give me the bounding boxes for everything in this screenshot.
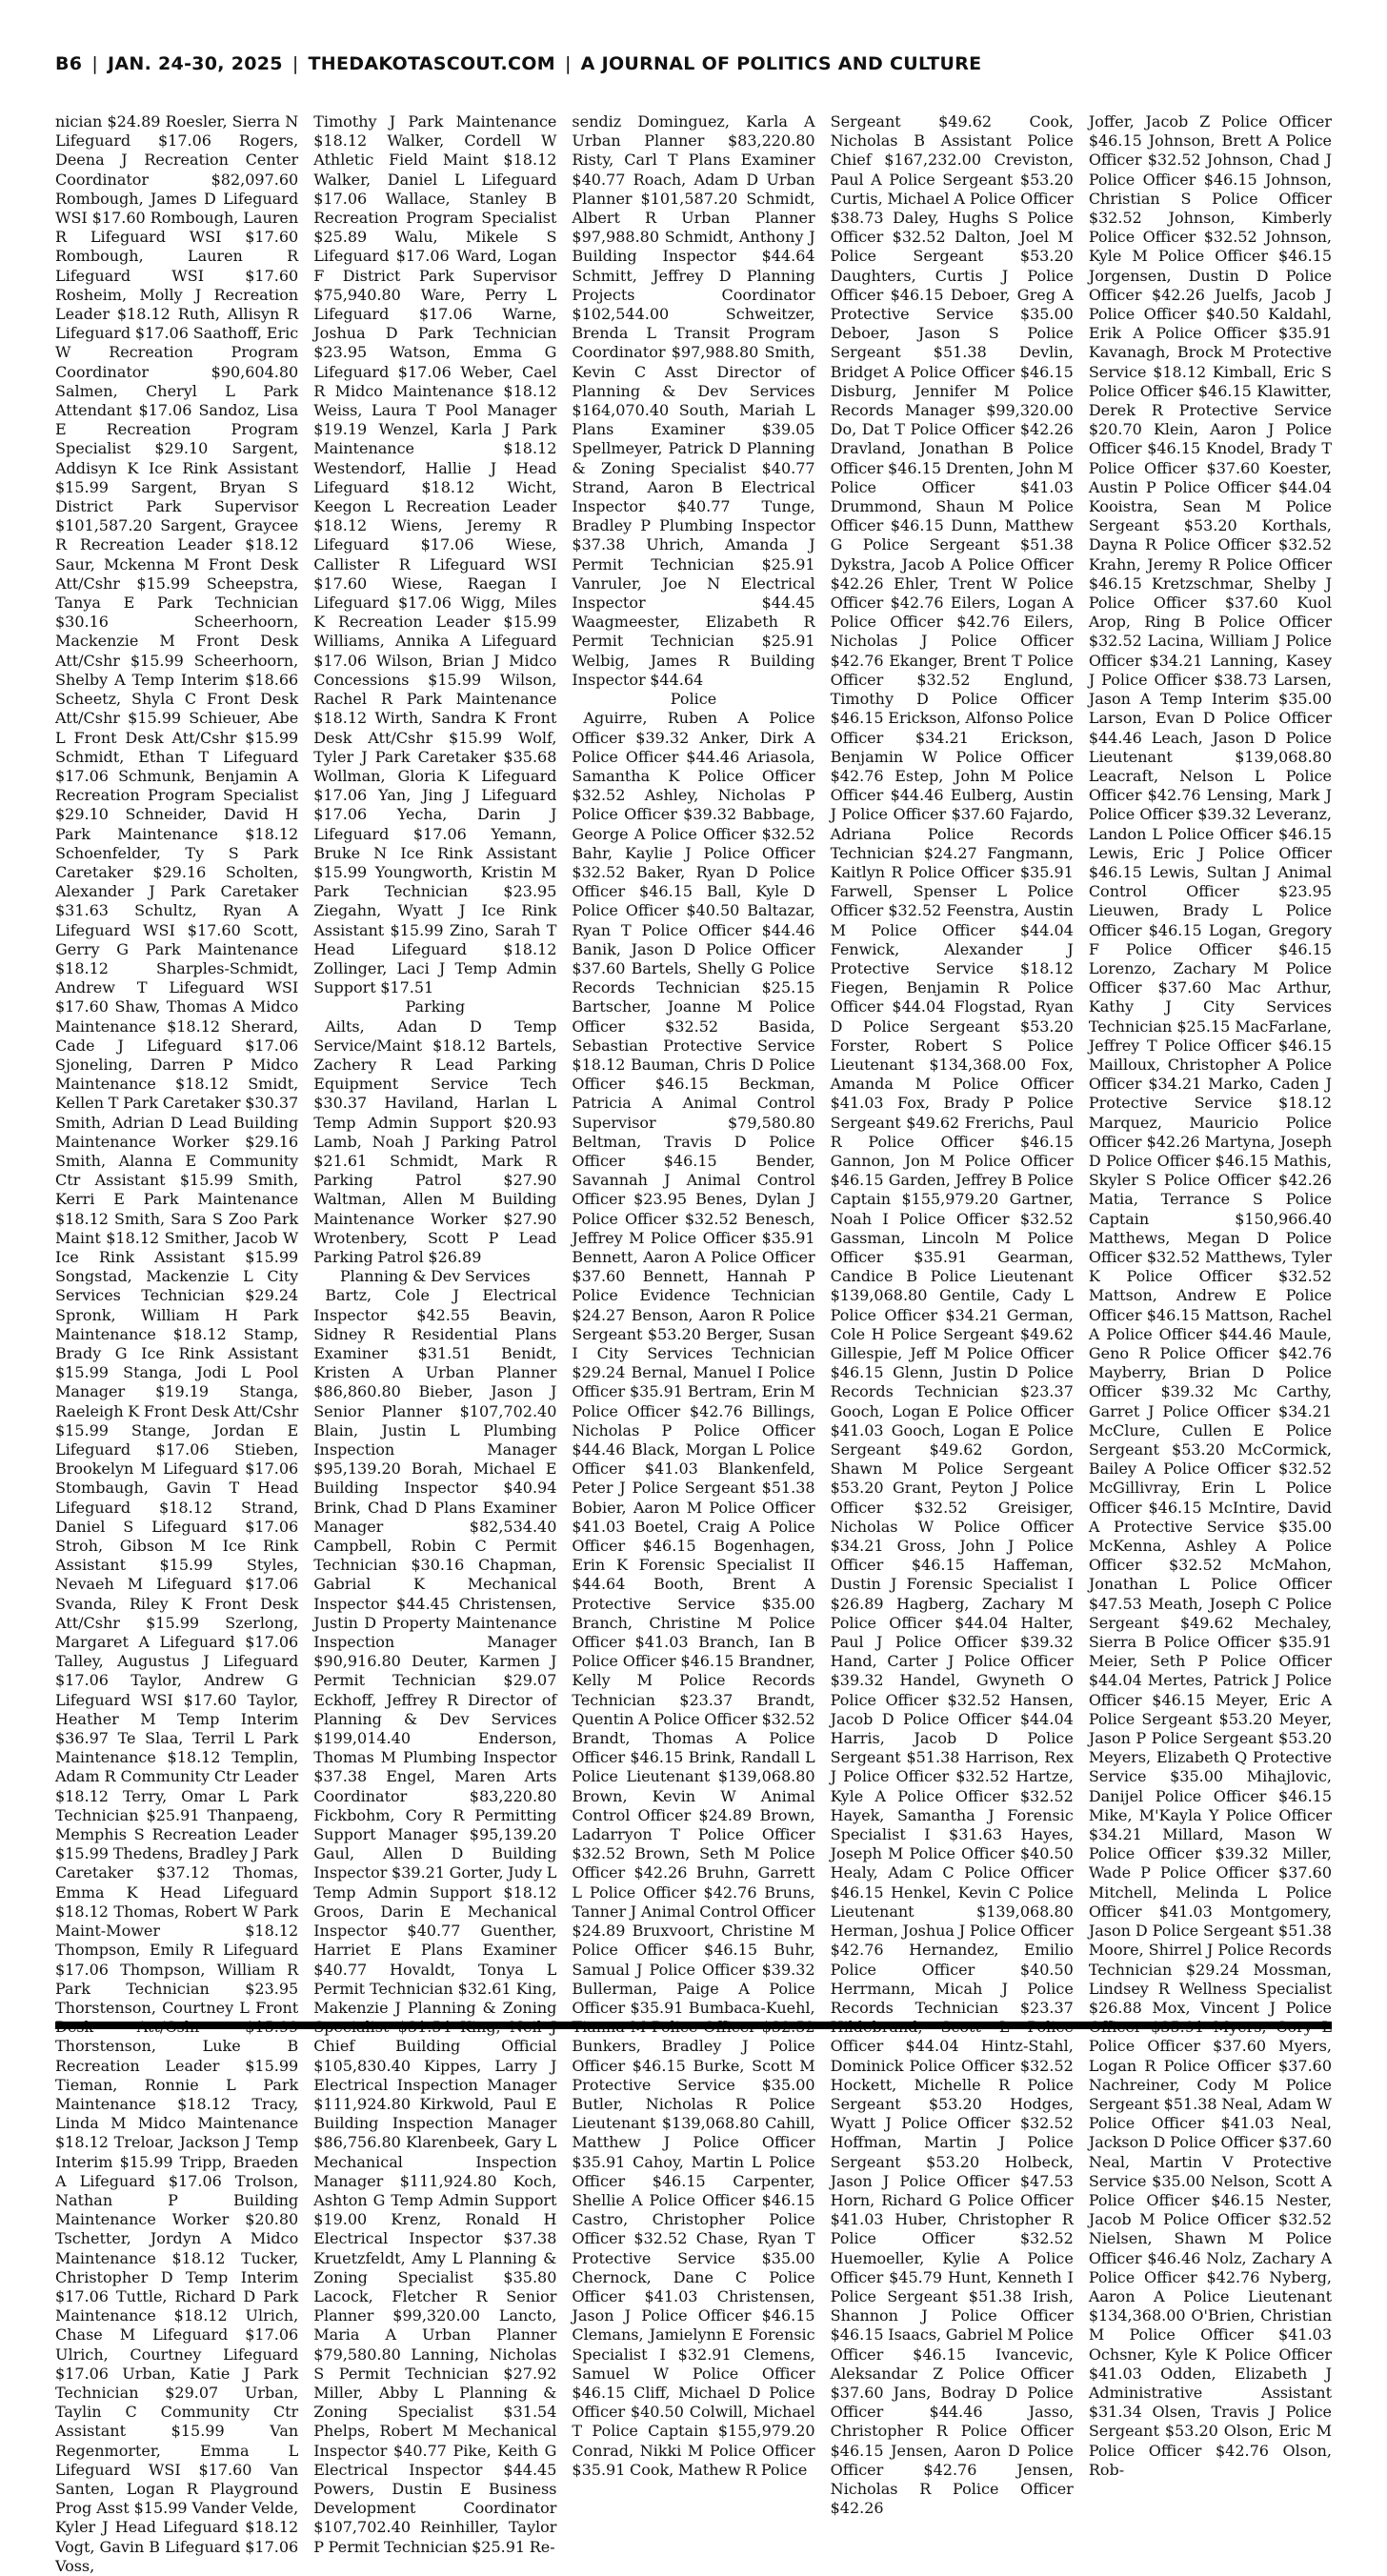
text-column-5	[1088, 112, 1333, 2479]
salary-listing-text: Ailts, Adan D Temp Service/Maint $18.12 Bartels, Zachery R Lead Parking Equipment Service Tech $30.37 Haviland, Harlan L Temp Admin Support $20.93 Lamb, Noah J Parking Patrol $21.61 Schmidt, Mark R Parking Patrol $27.90 Waltman, Allen M Building Maintenance Worker $27.90 Wrotenbery, Scott P Lead Parking Patrol $26.89	[313, 1016, 557, 1266]
salary-listing-text: sendiz Dominguez, Karla A Urban Planner $83,220.80 Risty, Carl T Plans Examiner $40.77 Roach, Adam D Urban Planner $101,587.20 Schmidt, Albert R Urban Planner $97,988.80 Schmidt, Anthony J Building Inspector $44.64 Schmitt, Jeffrey D Planning Projects Coordinator $102,544.00 Schweitzer, Brenda L Transit Program Coordinator $97,988.80 Smith, Kevin C Asst Director of Planning & Dev Services $164,070.40 South, Mariah L Plans Examiner $39.05 Spellmeyer, Patrick D Planning & Zoning Specialist $40.77 Strand, Aaron B Electrical Inspector $40.77 Tunge, Bradley P Plumbing Inspector $37.38 Uhrich, Amanda J Permit Technician $25.91 Vanruler, Joe N Electrical Inspector $44.45 Waagmeester, Elizabeth R Permit Technician $25.91 Welbig, James R Building Inspector $44.64	[572, 112, 815, 689]
header-separator: |	[91, 53, 99, 74]
text-column-1	[55, 112, 299, 2575]
section-heading: Police	[670, 690, 717, 709]
header-separator: |	[291, 53, 299, 74]
salary-listing-text: Joffer, Jacob Z Police Officer $46.15 Johnson, Brett A Police Officer $32.52 Johnson, Chad J Police Officer $46.15 Johnson, Christian S Police Officer $32.52 Johnson, Kimberly Police Officer $32.52 Johnson, Kyle M Police Officer $46.15 Jorgensen, Dustin D Police Officer $42.26 Juelfs, Jacob J Police Officer $40.50 Kaldahl, Erik A Police Officer $35.91 Kavanagh, Brock M Protective Service $18.12 Kimball, Eric S Police Officer $46.15 Klawitter, Derek R Protective Service $20.70 Klein, Aaron J Police Officer $46.15 Knodel, Brady T Police Officer $37.60 Koester, Austin P Police Officer $44.04 Kooistra, Sean M Police Sergeant $53.20 Korthals, Dayna R Police Officer $32.52 Krahn, Jeremy R Police Officer $46.15 Kretzschmar, Shelby J Police Officer $37.60 Kuol Arop, Ring B Police Officer $32.52 Lacina, William J Police Officer $34.21 Lanning, Kasey J Police Officer $38.73 Larsen, Jason A Temp Interim $35.00 Larson, Evan D Police Officer $44.46 Leach, Jason D Police Lieutenant $139,068.80 Leacraft, Nelson L Police Officer $42.76 Lensing, Mark J Police Officer $39.32 Leveranz, Landon L Police Officer $46.15 Lewis, Eric J Police Officer $46.15 Lewis, Sultan J Animal Control Officer $23.95 Lieuwen, Brady L Police Officer $46.15 Logan, Gregory F Police Officer $46.15 Lorenzo, Zachary M Police Officer $37.60 Mac Arthur, Kathy J City Services Technician $25.15 MacFarlane, Jeffrey T Police Officer $46.15 Mailloux, Christopher A Police Officer $34.21 Marko, Caden J Protective Service $18.12 Marquez, Mauricio Police Officer $42.26 Martyna, Joseph D Police Officer $46.15 Mathis, Skyler S Police Officer $42.26 Matia, Terrance S Police Captain $150,966.40 Matthews, Megan D Police Officer $32.52 Matthews, Tyler K Police Officer $32.52 Mattson, Andrew E Police Officer $46.15 Mattson, Rachel A Police Officer $44.46 Maule, Geno R Police Officer $42.76 Mayberry, Brian D Police Officer $39.32 Mc Carthy, Garret J Police Officer $34.21 McClure, Cullen E Police Sergeant $53.20 McCormick, Bailey A Police Officer $32.52 McGillivray, Erin L Police Officer $46.15 McIntire, David A Protective Service $35.00 McKenna, Ashley A Police Officer $32.52 McMahon, Jonathan L Police Officer $47.53 Meath, Joseph C Police Sergeant $49.62 Mechaley, Sierra B Police Officer $35.91 Meier, Seth P Police Officer $44.04 Mertes, Patrick J Police Officer $46.15 Meyer, Eric A Police Sergeant $53.20 Meyer, Jason P Police Sergeant $53.20 Meyers, Elizabeth Q Protective Service $35.00 Mihajlovic, Danijel Police Officer $46.15 Mike, M'Kayla Y Police Officer $34.21 Millard, Mason W Police Officer $39.32 Miller, Wade P Police Officer $37.60 Mitchell, Melinda L Police Officer $41.03 Montgomery, Jason D Police Sergeant $51.38 Moore, Shirrel J Police Records Technician $29.24 Mossman, Lindsey R Wellness Specialist $26.88 Mox, Vincent J Police Police Officer $37.60 Myers, Logan R Police Officer $37.60 Nachreiner, Cody M Police Sergeant $51.38 Neal, Adam W Police Officer $41.03 Neal, Jackson D Police Officer $37.60 Neal, Martin V Protective Service $35.00 Nelson, Scott A Police Officer $46.15 Nester, Jacob M Police Officer $32.52 Nielsen, Shawn M Police Officer $46.46 Nolz, Zachary A Police Officer $42.76 Nyberg, Aaron A Police Lieutenant $134,368.00 O'Brien, Christian M Police Officer $41.03 Ochsner, Kyle K Police Officer $41.03 Odden, Elizabeth J Administrative Assistant $31.34 Olsen, Travis J Police Sergeant $53.20 Olson, Eric M Police Officer $42.76 Olson, Rob-	[1088, 112, 1333, 2479]
salary-listing-text: nician $24.89 Roesler, Sierra N Lifeguard $17.06 Rogers, Deena J Recreation Center Coordinator $82,097.60 Rombough, James D Lifeguard WSI $17.60 Rombough, Lauren R Lifeguard WSI $17.60 Rombough, Lauren R Lifeguard WSI $17.60 Rosheim, Molly J Recreation Leader $18.12 Ruth, Allisyn R Lifeguard $17.06 Saathoff, Eric W Recreation Program Coordinator $90,604.80 Salmen, Cheryl L Park Attendant $17.06 Sandoz, Lisa E Recreation Program Specialist $29.10 Sargent, Addisyn K Ice Rink Assistant $15.99 Sargent, Bryan S District Park Supervisor $101,587.20 Sargent, Graycee R Recreation Leader $18.12 Saur, Mckenna M Front Desk Att/Cshr $15.99 Scheepstra, Tanya E Park Technician $30.16 Scheerhoorn, Mackenzie M Front Desk Att/Cshr $15.99 Scheerhoorn, Shelby A Temp Interim $18.66 Scheetz, Shyla C Front Desk Att/Cshr $15.99 Schieuer, Abe L Front Desk Att/Cshr $15.99 Schmidt, Ethan T Lifeguard $17.06 Schmunk, Benjamin A Recreation Program Specialist $29.10 Schneider, David H Park Maintenance $18.12 Schoenfelder, Ty S Park Caretaker $29.16 Scholten, Alexander J Park Caretaker $31.63 Schultz, Ryan A Lifeguard WSI $17.60 Scott, Gerry G Park Maintenance $18.12 Sharples-Schmidt, Andrew T Lifeguard WSI $17.60 Shaw, Thomas A Midco Maintenance $18.12 Sherard, Cade J Lifeguard $17.06 Sjoneling, Darren P Midco Maintenance $18.12 Smidt, Kellen T Park Caretaker $30.37 Smith, Adrian D Lead Building Maintenance Worker $29.16 Smith, Alanna E Community Ctr Assistant $15.99 Smith, Kerri E Park Maintenance $18.12 Smith, Sara S Zoo Park Maint $18.12 Smither, Jacob W Ice Rink Assistant $15.99 Songstad, Mackenzie L City Services Technician $29.24 Spronk, William H Park Maintenance $18.12 Stamp, Brady G Ice Rink Assistant $15.99 Stanga, Jodi L Pool Manager $19.19 Stanga, Raeleigh K Front Desk Att/Cshr $15.99 Stange, Jordan E Lifeguard $17.06 Stieben, Brookelyn M Lifeguard $17.06 Stombaugh, Gavin T Head Lifeguard $18.12 Strand, Daniel S Lifeguard $17.06 Stroh, Gibson M Ice Rink Assistant $15.99 Styles, Nevaeh M Lifeguard $17.06 Svanda, Riley K Front Desk Att/Cshr $15.99 Szerlong, Margaret A Lifeguard $17.06 Talley, Augustus J Lifeguard $17.06 Taylor, Andrew G Lifeguard WSI $17.60 Taylor, Heather M Temp Interim $36.97 Te Slaa, Terril L Park Maintenance $18.12 Templin, Adam R Community Ctr Leader $18.12 Terry, Omar L Park Technician $25.91 Thanpaeng, Memphis S Recreation Leader $15.99 Thedens, Bradley J Park Caretaker $37.12 Thomas, Emma K Head Lifeguard $18.12 Thomas, Robert W Park Maint-Mower $18.12 Thompson, Emily R Lifeguard $17.06 Thompson, William R Park Technician $23.95 Thorstenson, Courtney L Front Thorstenson, Luke B Recreation Leader $15.99 Tieman, Ronnie L Park Maintenance $18.12 Tracy, Linda M Midco Maintenance $18.12 Treloar, Jackson J Temp Interim $15.99 Tripp, Braeden A Lifeguard $17.06 Trolson, Nathan P Building Maintenance Worker $20.80 Tschetter, Jordyn A Midco Maintenance $18.12 Tucker, Christopher D Temp Interim $17.06 Tuttle, Richard D Park Maintenance $18.12 Ulrich, Chase M Lifeguard $17.06 Ulrich, Courtney Lifeguard $17.06 Urban, Katie J Park Technician $29.07 Urban, Taylin C Community Ctr Assistant $15.99 Van Regenmorter, Emma L Lifeguard WSI $17.60 Van Santen, Logan R Playground Prog Asst $15.99 Vander Velde, Kyler J Head Lifeguard $18.12 Vogt, Gavin B Lifeguard $17.06 Voss,	[55, 112, 299, 2575]
page-header	[55, 48, 1332, 80]
page-number: B6	[55, 53, 83, 74]
text-column-2	[313, 112, 557, 2556]
issue-date: JAN. 24-30, 2025	[108, 53, 283, 74]
salary-listing-text: Bartz, Cole J Electrical Inspector $42.55 Beavin, Sidney R Residential Plans Examiner $31.51 Benidt, Kristen A Urban Planner $86,860.80 Bieber, Jason J Senior Planner $107,702.40 Blain, Justin L Plumbing Inspection Manager $95,139.20 Borah, Michael E Building Inspector $40.94 Brink, Chad D Plans Examiner Manager $82,534.40 Campbell, Robin C Permit Technician $30.16 Chapman, Gabrial K Mechanical Inspector $44.45 Christensen, Justin D Property Maintenance Inspection Manager $90,916.80 Deuter, Karmen J Permit Technician $29.07 Eckhoff, Jeffrey R Director of Planning & Dev Services $199,014.40 Enderson, Thomas M Plumbing Inspector $37.38 Engel, Maren Arts Coordinator $83,220.80 Fickbohm, Cory R Permitting Support Manager $95,139.20 Gaul, Allen D Building Inspector $39.21 Gorter, Judy L Temp Admin Support $18.12 Groos, Darin E Mechanical Inspector $40.77 Guenther, Harriet E Plans Examiner $40.77 Hovaldt, Tonya L Permit Technician $32.61 King, Makenzie J Planning & Zoning Chief Building Official $105,830.40 Kippes, Larry J Electrical Inspection Manager $111,924.80 Kirkwold, Paul E Building Inspection Manager $86,756.80 Klarenbeek, Gary L Mechanical Inspection Manager $111,924.80 Koch, Ashton G Temp Admin Support $19.00 Krenz, Ronald H Electrical Inspector $37.38 Kruetzfeldt, Amy L Planning & Zoning Specialist $35.80 Lacock, Fletcher R Senior Planner $99,320.00 Lancto, Maria A Urban Planner $79,580.80 Lanning, Nicholas S Permit Technician $27.92 Miller, Abby L Planning & Zoning Specialist $31.54 Phelps, Robert M Mechanical Inspector $40.77 Pike, Keith G Electrical Inspector $44.45 Powers, Dustin E Business Development Coordinator $107,702.40 Reinhiller, Taylor P Permit Technician $25.91 Re-	[313, 1286, 557, 2556]
bottom-rule	[55, 2022, 1332, 2029]
tagline: A JOURNAL OF POLITICS AND CULTURE	[580, 53, 982, 74]
header-separator: |	[564, 53, 572, 74]
salary-listing-text: Aguirre, Ruben A Police Officer $39.32 Anker, Dirk A Police Officer $44.46 Ariasola, Samantha K Police Officer $32.52 Ashley, Nicholas P Police Officer $39.32 Babbage, George A Police Officer $32.52 Bahr, Kaylie J Police Officer $32.52 Baker, Ryan D Police Officer $46.15 Ball, Kyle D Police Officer $40.50 Baltazar, Ryan T Police Officer $44.46 Banik, Jason D Police Officer $37.60 Bartels, Shelly G Police Records Technician $25.15 Bartscher, Joanne M Police Officer $32.52 Basida, Sebastian Protective Service $18.12 Bauman, Chris D Police Officer $46.15 Beckman, Patricia A Animal Control Supervisor $79,580.80 Beltman, Travis D Police Officer $46.15 Bender, Savannah J Animal Control Officer $23.95 Benes, Dylan J Police Officer $32.52 Benesch, Jeffrey M Police Officer $35.91 Bennett, Aaron A Police Officer $37.60 Bennett, Hannah P Police Evidence Technician $24.27 Benson, Aaron R Police Sergeant $53.20 Berger, Susan I City Services Technician $29.24 Bernal, Manuel I Police Officer $35.91 Bertram, Erin M Police Officer $42.76 Billings, Nicholas P Police Officer $44.46 Black, Morgan L Police Officer $41.03 Blankenfeld, Peter J Police Sergeant $51.38 Bobier, Aaron M Police Officer $41.03 Boetel, Craig A Police Officer $46.15 Bogenhagen, Erin K Forensic Specialist II $44.64 Booth, Brent A Protective Service $35.00 Branch, Christine M Police Officer $41.03 Branch, Ian B Police Officer $46.15 Brandner, Kelly M Police Records Technician $23.37 Brandt, Quentin A Police Officer $32.52 Brandt, Thomas A Police Officer $46.15 Brink, Randall L Police Lieutenant $139,068.80 Brown, Kevin W Animal Control Officer $24.89 Brown, Ladarryon T Police Officer $32.52 Brown, Seth M Police Officer $42.26 Bruhn, Garrett L Police Officer $42.76 Bruns, Tanner J Animal Control Officer $24.89 Bruxvoort, Christine M Police Officer $46.15 Buhr, Samual J Police Officer $39.32 Bullerman, Paige A Police Officer $35.91 Bumbaca-Kuehl, Bunkers, Bradley J Police Officer $46.15 Burke, Scott M Protective Service $35.00 Butler, Nicholas R Police Lieutenant $139,068.80 Cahill, Matthew J Police Officer $35.91 Cahoy, Martin L Police Officer $46.15 Carpenter, Shellie A Police Officer $46.15 Castro, Christopher Police Officer $32.52 Chase, Ryan T Protective Service $35.00 Chernock, Dane C Police Officer $41.03 Christensen, Jason J Police Officer $46.15 Clemans, Jamielynn E Forensic Specialist I $32.91 Clemens, Samuel W Police Officer $46.15 Cliff, Michael D Police Officer $40.50 Colwill, Michael T Police Captain $155,979.20 Conrad, Nikki M Police Officer $35.91 Cook, Mathew R Police	[572, 709, 815, 2479]
text-column-3	[572, 112, 815, 2479]
article-columns	[55, 112, 1333, 2575]
salary-listing-text: Timothy J Park Maintenance $18.12 Walker, Cordell W Athletic Field Maint $18.12 Walker, Daniel L Lifeguard $17.06 Wallace, Stanley B Recreation Program Specialist $25.89 Walu, Mikele S Lifeguard $17.06 Ward, Logan F District Park Supervisor $75,940.80 Ware, Perry L Lifeguard $17.06 Warne, Joshua D Park Technician $23.95 Watson, Emma G Lifeguard $17.06 Weber, Cael R Midco Maintenance $18.12 Weiss, Laura T Pool Manager $19.19 Wenzel, Karla J Park Maintenance $18.12 Westendorf, Hallie J Head Lifeguard $18.12 Wicht, Keegon L Recreation Leader $18.12 Wiens, Jeremy R Lifeguard $17.06 Wiese, Callister R Lifeguard WSI $17.60 Wiese, Raegan I Lifeguard $17.06 Wigg, Miles K Recreation Leader $15.99 Williams, Annika A Lifeguard $17.06 Wilson, Brian J Midco Concessions $15.99 Wilson, Rachel R Park Maintenance $18.12 Wirth, Sandra K Front Desk Att/Cshr $15.99 Wolf, Tyler J Park Caretaker $35.68 Wollman, Gloria K Lifeguard $17.06 Yan, Jing J Lifeguard $17.06 Yecha, Darin J Lifeguard $17.06 Yemann, Bruke N Ice Rink Assistant $15.99 Youngworth, Kristin M Park Technician $23.95 Ziegahn, Wyatt J Ice Rink Assistant $15.99 Zino, Sarah T Head Lifeguard $18.12 Zollinger, Laci J Temp Admin Support $17.51	[313, 112, 557, 997]
salary-listing-text: Sergeant $49.62 Cook, Nicholas B Assistant Police Chief $167,232.00 Creviston, Paul A Police Sergeant $53.20 Curtis, Michael A Police Officer $38.73 Daley, Hughs S Police Officer $32.52 Dalton, Joel M Police Sergeant $53.20 Daughters, Curtis J Police Officer $46.15 Deboer, Greg A Protective Service $35.00 Deboer, Jason S Police Sergeant $51.38 Devlin, Bridget A Police Officer $46.15 Disburg, Jennifer M Police Records Manager $99,320.00 Do, Dat T Police Officer $42.26 Dravland, Jonathan B Police Officer $46.15 Drenten, John M Police Officer $41.03 Drummond, Shaun M Police Officer $46.15 Dunn, Matthew G Police Sergeant $51.38 Dykstra, Jacob A Police Officer $42.26 Ehler, Trent W Police Officer $42.76 Eilers, Logan A Police Officer $42.76 Eilers, Nicholas J Police Officer $42.76 Ekanger, Brent T Police Officer $32.52 Englund, Timothy D Police Officer $46.15 Erickson, Alfonso Police Officer $34.21 Erickson, Benjamin W Police Officer $42.76 Estep, John M Police Officer $44.46 Eulberg, Austin J Police Officer $37.60 Fajardo, Adriana Police Records Technician $24.27 Fangmann, Kaitlyn R Police Officer $35.91 Farwell, Spenser L Police Officer $32.52 Feenstra, Austin M Police Officer $44.04 Fenwick, Alexander J Protective Service $18.12 Fiegen, Benjamin R Police Officer $44.04 Flogstad, Ryan D Police Sergeant $53.20 Forster, Robert S Police Lieutenant $134,368.00 Fox, Amanda M Police Officer $41.03 Fox, Brady P Police Sergeant $49.62 Frerichs, Paul R Police Officer $46.15 Gannon, Jon M Police Officer $46.15 Garden, Jeffrey B Police Captain $155,979.20 Gartner, Noah I Police Officer $32.52 Gassman, Lincoln M Police Officer $35.91 Gearman, Candice B Police Lieutenant $139,068.80 Gentile, Cady L Police Officer $34.21 German, Cole H Police Sergeant $49.62 Gillespie, Jeff M Police Officer $46.15 Glenn, Justin D Police Records Technician $23.37 Gooch, Logan E Police Officer $41.03 Gooch, Logan E Police Sergeant $49.62 Gordon, Shawn M Police Sergeant $53.20 Grant, Peyton J Police Officer $32.52 Greisiger, Nicholas W Police Officer $34.21 Gross, John J Police Officer $46.15 Haffeman, Dustin J Forensic Specialist I $26.89 Hagberg, Zachary M Police Officer $44.04 Halter, Paul J Police Officer $39.32 Hand, Carter J Police Officer $39.32 Handel, Gwyneth O Police Officer $32.52 Hansen, Jacob D Police Officer $44.04 Harris, Jacob D Police Sergeant $51.38 Harrison, Rex J Police Officer $32.52 Hartze, Kyle A Police Officer $32.52 Hayek, Samantha J Forensic Specialist I $31.63 Hayes, Joseph M Police Officer $40.50 Healy, Adam C Police Officer $46.15 Henkel, Kevin C Police Lieutenant $139,068.80 Herman, Joshua J Police Officer $42.76 Hernandez, Emilio Police Officer $40.50 Herrmann, Micah J Police Records Technician $23.37 Officer $44.04 Hintz-Stahl, Dominick Police Officer $32.52 Hockett, Michelle R Police Sergeant $53.20 Hodges, Wyatt J Police Officer $32.52 Hoffman, Martin J Police Sergeant $53.20 Holbeck, Jason J Police Officer $47.53 Horn, Richard G Police Officer $41.03 Huber, Christopher R Police Officer $32.52 Huemoeller, Kylie A Police Officer $45.79 Hunt, Kenneth I Police Sergeant $51.38 Irish, Shannon J Police Officer $46.15 Isaacs, Gabriel M Police Officer $46.15 Ivancevic, Aleksandar Z Police Officer $37.60 Jans, Bodray D Police Officer $44.46 Jasso, Christopher R Police Officer $46.15 Jensen, Aaron D Police Officer $42.76 Jensen, Nicholas R Police Officer $42.26	[830, 112, 1074, 2518]
site-name: THEDAKOTASCOUT.COM	[308, 53, 555, 74]
text-column-4	[830, 112, 1074, 2518]
section-heading: Planning & Dev Services	[339, 1267, 531, 1286]
section-heading: Parking	[405, 997, 466, 1016]
